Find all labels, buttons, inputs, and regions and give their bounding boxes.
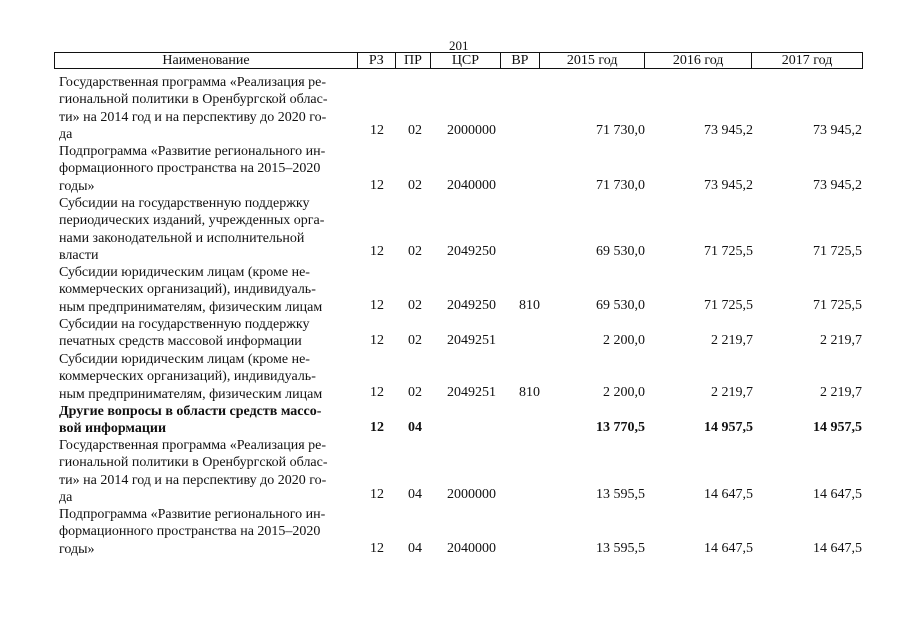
cell-vr: 810 (519, 298, 540, 313)
header-csr: ЦСР (431, 53, 500, 68)
row-name: Субсидии юридическим лицам (кроме не- коммерческих организаций), индивидуаль- ным предпринимателям, физическим лицам (59, 352, 323, 402)
cell-vr: 810 (519, 385, 540, 400)
row-name: Подпрограмма «Развитие регионального ин- формационного пространства на 2015–2020 годы» (59, 144, 326, 194)
cell-y2015: 69 530,0 (596, 298, 645, 313)
row-name: Субсидии юридическим лицам (кроме не- коммерческих организаций), индивидуаль- ным предпринимателям, физическим лицам (59, 265, 323, 315)
cell-y2015: 13 595,5 (596, 541, 645, 556)
cell-csr: 2049250 (447, 298, 496, 313)
row-name: Субсидии на государственную поддержку периодических изданий, учрежденных орга- нами законодательной и исполнительной власти (59, 196, 325, 263)
cell-y2015: 2 200,0 (603, 333, 645, 348)
cell-rz: 12 (370, 298, 384, 313)
cell-rz: 12 (370, 244, 384, 259)
header-2017: 2017 год (781, 53, 833, 68)
cell-y2016: 73 945,2 (704, 123, 753, 138)
cell-pr: 04 (408, 487, 422, 502)
cell-y2016: 14 647,5 (704, 487, 753, 502)
cell-y2017: 14 647,5 (813, 487, 862, 502)
cell-rz: 12 (370, 333, 384, 348)
cell-y2015: 71 730,0 (596, 178, 645, 193)
cell-y2017: 73 945,2 (813, 123, 862, 138)
cell-rz: 12 (370, 385, 384, 400)
header-name: Наименование (55, 53, 358, 68)
cell-rz: 12 (370, 123, 384, 138)
row-name: Государственная программа «Реализация ре- гиональной политики в Оренбургской облас- ти» на 2014 год и на перспективу до 2020 го- да (59, 75, 328, 142)
cell-y2015: 69 530,0 (596, 244, 645, 259)
cell-pr: 02 (408, 244, 422, 259)
cell-pr: 02 (408, 298, 422, 313)
cell-csr: 2040000 (447, 541, 496, 556)
cell-y2016: 73 945,2 (704, 178, 753, 193)
cell-pr: 02 (408, 123, 422, 138)
cell-y2015: 2 200,0 (603, 385, 645, 400)
cell-y2016: 2 219,7 (711, 333, 753, 348)
page-number: 201 (449, 38, 469, 53)
header-rz: РЗ (358, 53, 396, 68)
cell-csr: 2000000 (447, 123, 496, 138)
cell-y2017: 73 945,2 (813, 178, 862, 193)
cell-y2016: 2 219,7 (711, 385, 753, 400)
cell-pr: 04 (408, 420, 422, 435)
cell-rz: 12 (370, 541, 384, 556)
header-pr: ПР (396, 53, 432, 68)
row-name: Другие вопросы в области средств массо- вой информации (59, 404, 322, 437)
cell-pr: 04 (408, 541, 422, 556)
header-2016: 2016 год (645, 53, 752, 68)
cell-y2016: 14 647,5 (704, 541, 753, 556)
cell-y2017: 71 725,5 (813, 298, 862, 313)
cell-y2015: 13 595,5 (596, 487, 645, 502)
cell-y2015: 13 770,5 (596, 420, 645, 435)
header-2015: 2015 год (540, 53, 645, 68)
cell-rz: 12 (370, 420, 384, 435)
cell-y2017: 2 219,7 (820, 385, 862, 400)
cell-y2017: 14 647,5 (813, 541, 862, 556)
cell-csr: 2049250 (447, 244, 496, 259)
cell-y2015: 71 730,0 (596, 123, 645, 138)
cell-rz: 12 (370, 178, 384, 193)
row-name: Подпрограмма «Развитие регионального ин- формационного пространства на 2015–2020 годы» (59, 507, 326, 557)
row-name: Субсидии на государственную поддержку печатных средств массовой информации (59, 317, 310, 350)
cell-pr: 02 (408, 178, 422, 193)
cell-pr: 02 (408, 385, 422, 400)
cell-y2017: 71 725,5 (813, 244, 862, 259)
cell-csr: 2000000 (447, 487, 496, 502)
row-name: Государственная программа «Реализация ре- гиональной политики в Оренбургской облас- ти» на 2014 год и на перспективу до 2020 го- да (59, 438, 328, 505)
cell-csr: 2049251 (447, 385, 496, 400)
cell-csr: 2049251 (447, 333, 496, 348)
cell-y2017: 2 219,7 (820, 333, 862, 348)
cell-y2016: 14 957,5 (704, 420, 753, 435)
table-header (54, 52, 863, 69)
header-vr: ВР (501, 53, 541, 68)
cell-pr: 02 (408, 333, 422, 348)
cell-csr: 2040000 (447, 178, 496, 193)
cell-y2016: 71 725,5 (704, 298, 753, 313)
cell-y2017: 14 957,5 (813, 420, 862, 435)
cell-y2016: 71 725,5 (704, 244, 753, 259)
cell-rz: 12 (370, 487, 384, 502)
